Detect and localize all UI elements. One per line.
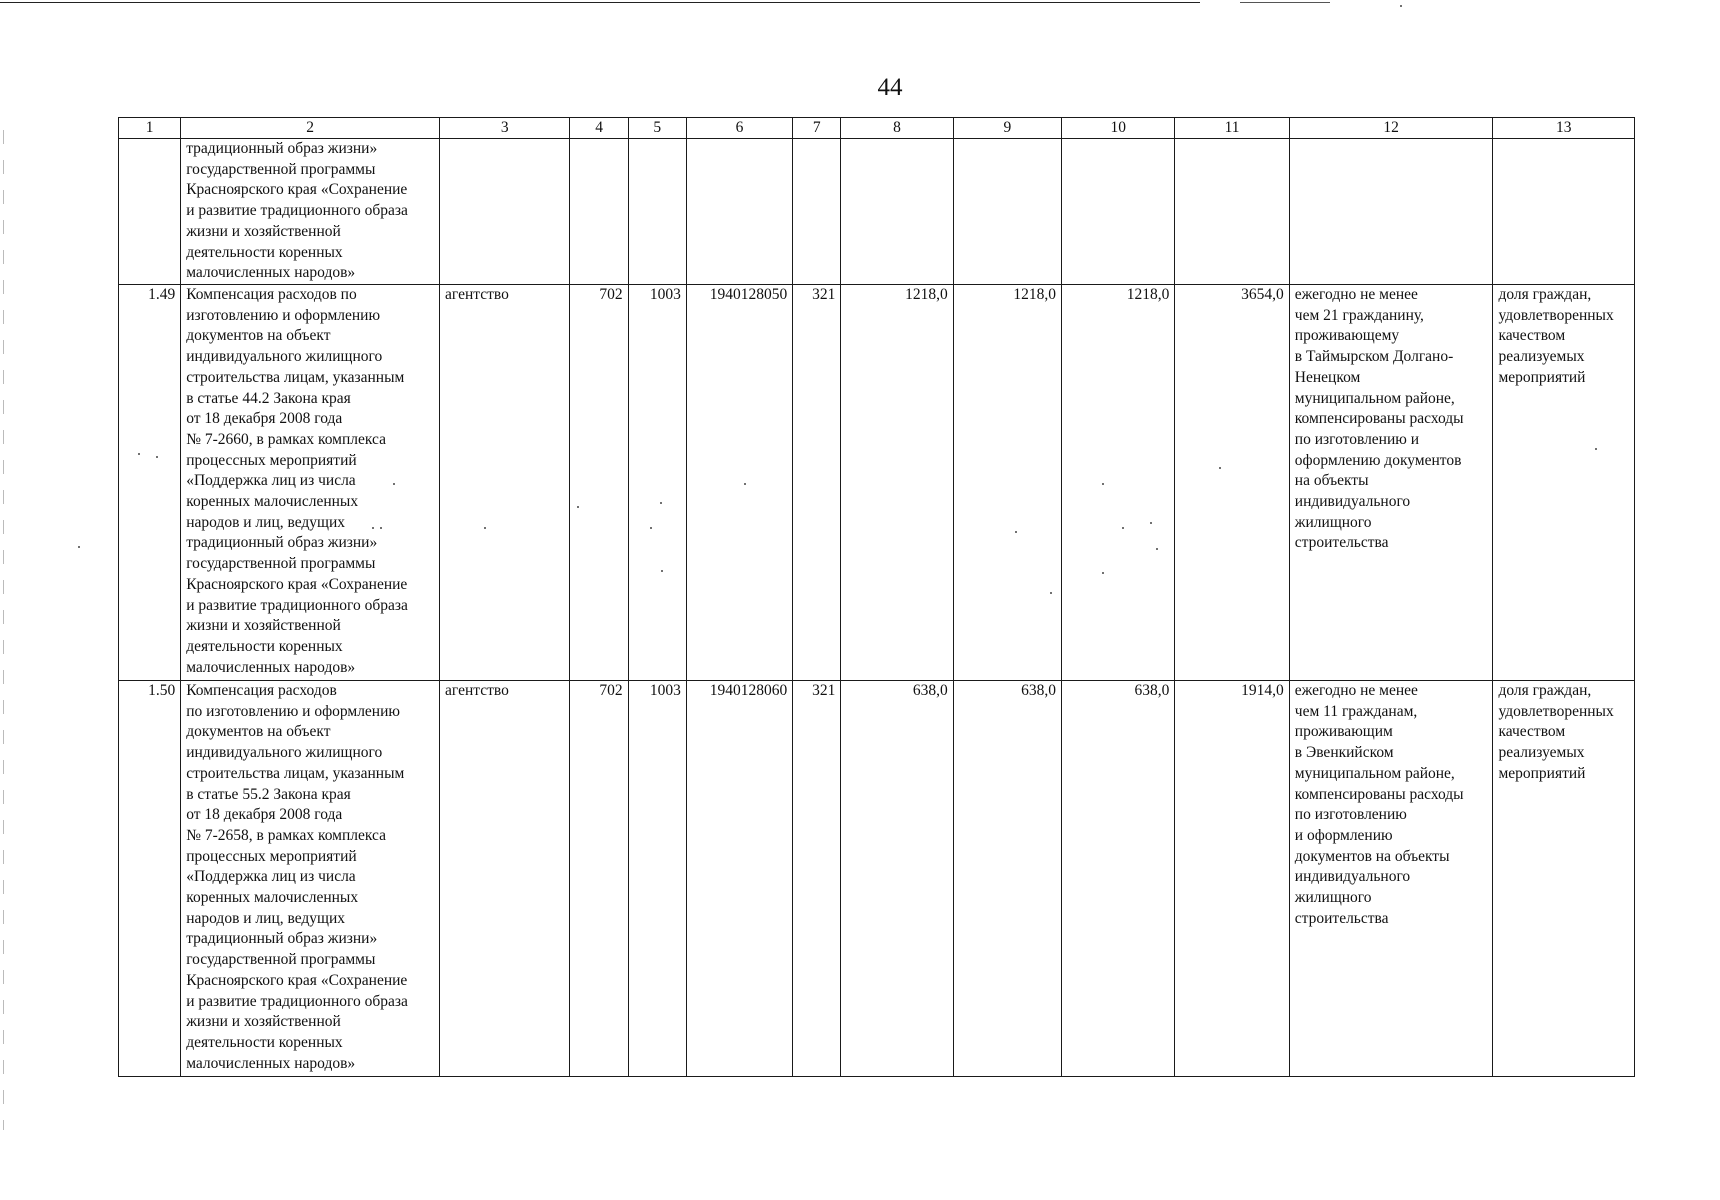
scan-speck: [661, 570, 663, 572]
column-header-9: 9: [953, 118, 1061, 139]
scan-speck: [650, 527, 652, 529]
column-header-13: 13: [1493, 118, 1635, 139]
cell-rzpr: 1003: [628, 285, 686, 681]
cell-vr: 321: [793, 285, 841, 681]
cell-result: [1289, 139, 1493, 285]
cell-total: 3654,0: [1175, 285, 1289, 681]
scan-speck: [1050, 592, 1052, 594]
continuation-row: [119, 139, 1635, 285]
cell-executor: агентство: [440, 285, 570, 681]
scan-speck: [744, 483, 746, 485]
scan-speck: [660, 502, 662, 504]
cell-indicator: [1493, 139, 1635, 285]
cell-grbs: 702: [570, 285, 628, 681]
scan-speck: [1156, 548, 1158, 550]
scan-speck: [1122, 527, 1124, 529]
cell-result: ежегодно не менее чем 11 гражданам, проживающим в Эвенкийском муниципальном районе, компенсированы расходы по изготовлению и оформлению документов на объекты индивидуального жилищного строительства: [1289, 681, 1493, 1077]
table-row: [119, 285, 1635, 681]
cell-grbs: [570, 139, 628, 285]
page-number-text: 44: [877, 74, 903, 101]
cell-rzpr: 1003: [628, 681, 686, 1077]
column-header-10: 10: [1062, 118, 1175, 139]
scan-speck: [78, 546, 80, 548]
scan-speck: [138, 453, 140, 455]
scan-speck: [1400, 5, 1402, 7]
cell-description: Компенсация расходов по изготовлению и оформлению документов на объект индивидуального жилищного строительства лицам, указанным в статье 44.2 Закона края от 18 декабря 2008 года № 7-2660, в рамках комплекса процессных мероприятий «Поддержка лиц из числа коренных малочисленных народов и лиц, ведущих традиционный образ жизни» государственной программы Красноярского края «Сохранение и развитие традиционного образа жизни и хозяйственной деятельности коренных малочисленных народов»: [181, 285, 440, 681]
cell-year2: 638,0: [953, 681, 1061, 1077]
cell-vr: 321: [793, 681, 841, 1077]
cell-total: 1914,0: [1175, 681, 1289, 1077]
cell-csr: 1940128050: [686, 285, 792, 681]
cell-num: 1.49: [119, 285, 181, 681]
scan-speck: [577, 506, 579, 508]
column-number-row: [119, 118, 1635, 139]
cell-total: [1175, 139, 1289, 285]
cell-executor: агентство: [440, 681, 570, 1077]
cell-csr: [686, 139, 792, 285]
scan-speck: [1219, 467, 1221, 469]
column-header-6: 6: [686, 118, 792, 139]
column-header-4: 4: [570, 118, 628, 139]
cell-year3: 638,0: [1062, 681, 1175, 1077]
cell-result: ежегодно не менее чем 21 гражданину, проживающему в Таймырском Долгано- Ненецком муниципальном районе, компенсированы расходы по изготовлению и оформлению документов на объекты индивидуального жилищного строительства: [1289, 285, 1493, 681]
scan-speck: [484, 527, 486, 529]
scan-speck: [1102, 483, 1104, 485]
column-header-1: 1: [119, 118, 181, 139]
cell-num: [119, 139, 181, 285]
column-header-2: 2: [181, 118, 440, 139]
scan-top-rule: [0, 2, 1200, 3]
cell-year3: 1218,0: [1062, 285, 1175, 681]
column-header-11: 11: [1175, 118, 1289, 139]
column-header-8: 8: [841, 118, 953, 139]
cell-year1: [841, 139, 953, 285]
cell-num: 1.50: [119, 681, 181, 1077]
scan-speck: [372, 527, 374, 529]
column-header-3: 3: [440, 118, 570, 139]
cell-year2: [953, 139, 1061, 285]
table-row: [119, 681, 1635, 1077]
cell-year1: 1218,0: [841, 285, 953, 681]
scan-speck: [1015, 531, 1017, 533]
scan-speck: [393, 483, 395, 485]
scan-speck: [380, 527, 382, 529]
scan-speck: [156, 456, 158, 458]
scan-speck: [1150, 522, 1152, 524]
cell-year1: 638,0: [841, 681, 953, 1077]
cell-indicator: доля граждан, удовлетворенных качеством реализуемых мероприятий: [1493, 681, 1635, 1077]
program-activities-table: [118, 117, 1635, 1077]
cell-csr: 1940128060: [686, 681, 792, 1077]
page-number: [0, 74, 1720, 102]
column-header-12: 12: [1289, 118, 1493, 139]
scan-speck: [1595, 448, 1597, 450]
column-header-7: 7: [793, 118, 841, 139]
scan-speck: [1102, 572, 1104, 574]
cell-year3: [1062, 139, 1175, 285]
scan-left-edge: [3, 130, 4, 1130]
cell-description: Компенсация расходов по изготовлению и оформлению документов на объект индивидуального жилищного строительства лицам, указанным в статье 55.2 Закона края от 18 декабря 2008 года № 7-2658, в рамках комплекса процессных мероприятий «Поддержка лиц из числа коренных малочисленных народов и лиц, ведущих традиционный образ жизни» государственной программы Красноярского края «Сохранение и развитие традиционного образа жизни и хозяйственной деятельности коренных малочисленных народов»: [181, 681, 440, 1077]
scan-top-rule-fragment: [1240, 2, 1330, 3]
column-header-5: 5: [628, 118, 686, 139]
cell-year2: 1218,0: [953, 285, 1061, 681]
cell-vr: [793, 139, 841, 285]
cell-description: традиционный образ жизни» государственной программы Красноярского края «Сохранение и развитие традиционного образа жизни и хозяйственной деятельности коренных малочисленных народов»: [181, 139, 440, 285]
cell-grbs: 702: [570, 681, 628, 1077]
cell-rzpr: [628, 139, 686, 285]
cell-indicator: доля граждан, удовлетворенных качеством реализуемых мероприятий: [1493, 285, 1635, 681]
cell-executor: [440, 139, 570, 285]
